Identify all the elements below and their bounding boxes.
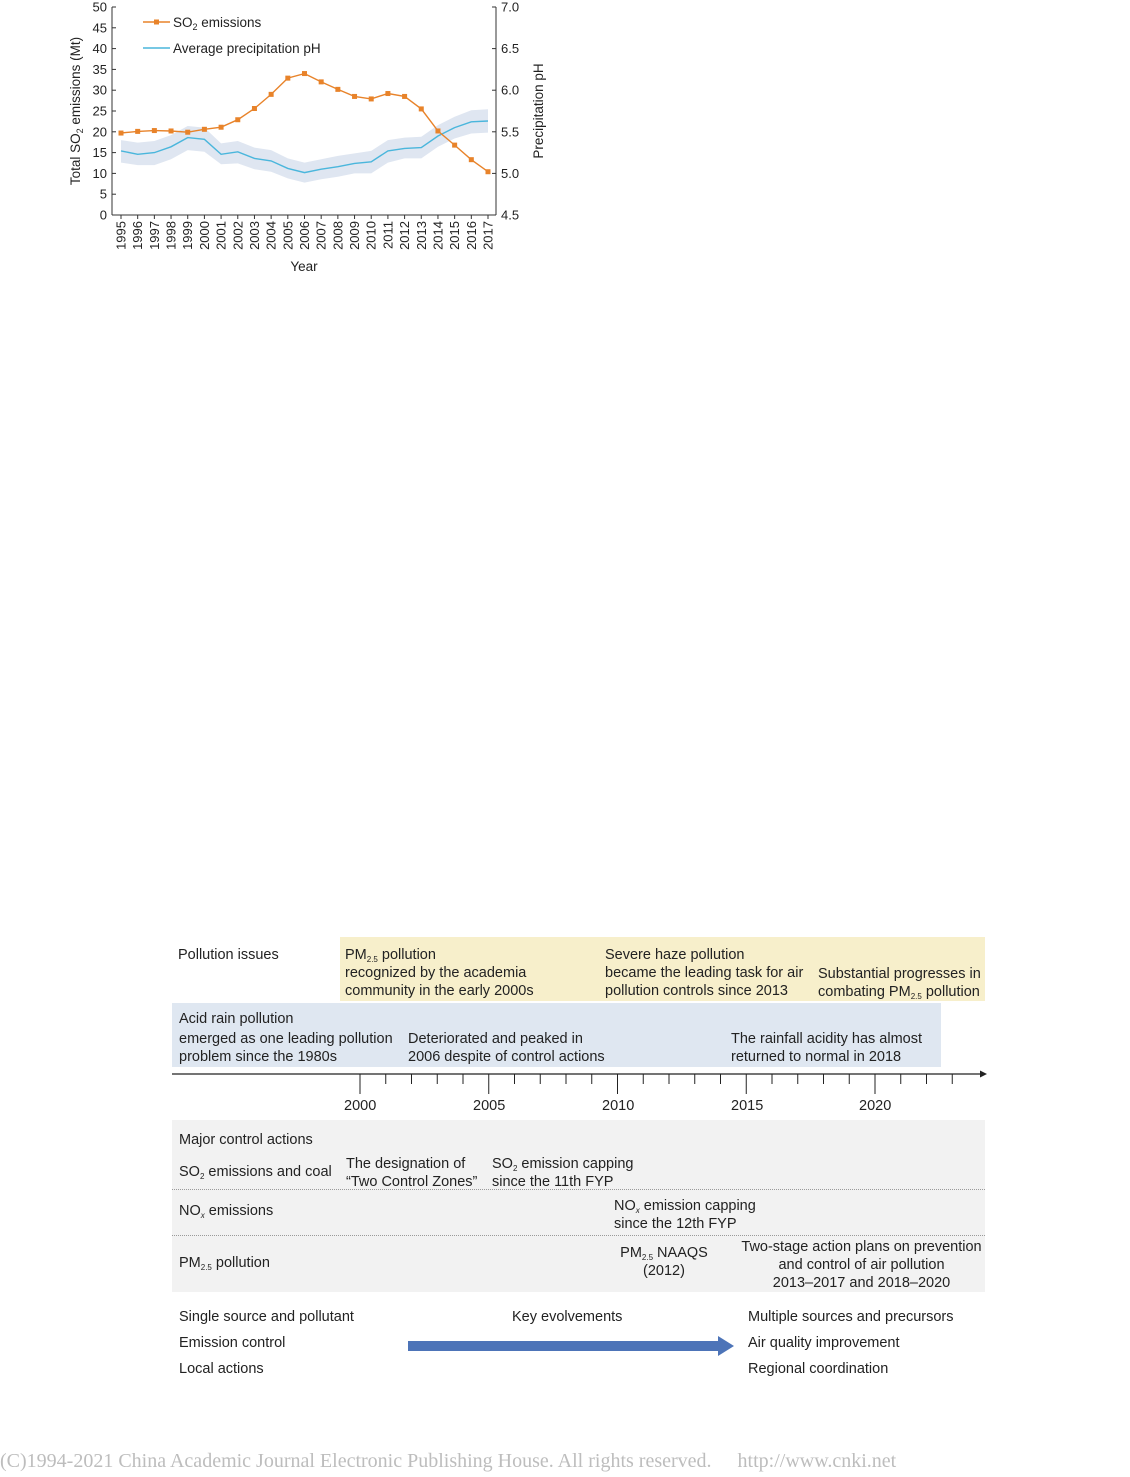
axis-year-2020: 2020 — [859, 1098, 892, 1114]
evolution-right-3: Regional coordination — [748, 1361, 889, 1377]
nox-row-label: $NO_x$ emissions — [179, 1203, 274, 1220]
row-divider-2 — [172, 1235, 985, 1236]
ph-confidence-band — [121, 109, 488, 182]
pm25-recognized-text: $PM_{2.5}$ pollution recognized by the academia community in the early 2000s — [345, 947, 534, 999]
legend-so2-swatch-marker — [154, 20, 159, 25]
evolution-left-2: Emission control — [179, 1335, 286, 1351]
right-tick-label: 5.5 — [501, 124, 520, 140]
evolution-arrow — [408, 1335, 736, 1357]
so2-data-point — [119, 131, 124, 136]
evolution-left-1: Single source and pollutant — [179, 1309, 354, 1325]
x-tick-label: 2014 — [430, 221, 446, 250]
severe-haze-text: Severe haze pollution became the leading task for air pollution controls since 2013 — [605, 947, 804, 999]
pollution-issues-label: Pollution issues — [178, 947, 279, 963]
pm25-row-label: $PM_{2.5}$ pollution — [179, 1255, 270, 1272]
pm25-naaqs-text: $PM_{2.5}$ NAAQS (2012) — [620, 1245, 708, 1279]
right-tick-label: 6.0 — [501, 82, 520, 98]
x-tick-label: 2002 — [230, 221, 246, 250]
so2-data-point — [252, 106, 257, 111]
x-tick-label: 2006 — [297, 221, 312, 250]
right-tick-label: 4.5 — [501, 207, 520, 223]
x-tick-label: 2011 — [380, 221, 396, 249]
legend-so2-label: $SO_2$ emissions — [173, 15, 262, 32]
substantial-progress-text: Substantial progresses in combating $PM_{2.5}$ pollution — [818, 966, 981, 1001]
x-tick-label: 2017 — [480, 221, 496, 250]
x-tick-label: 1997 — [146, 221, 162, 250]
chart-legend — [143, 15, 321, 56]
left-axis-title: Total $SO_2$ emissions (Mt) — [68, 36, 85, 186]
left-tick-label: 10 — [92, 165, 107, 181]
so2-data-point — [486, 169, 491, 174]
x-axis-title: Year — [290, 259, 318, 274]
left-tick-label: 15 — [92, 145, 107, 161]
ph-band-area — [121, 109, 488, 182]
so2-data-point — [202, 127, 207, 132]
so2-data-point — [385, 91, 390, 96]
left-tick-label: 20 — [92, 124, 107, 140]
legend-ph-label: Average precipitation pH — [173, 41, 321, 56]
so2-data-point — [369, 96, 374, 101]
x-tick-label: 2010 — [363, 221, 379, 250]
left-tick-label: 50 — [92, 0, 107, 15]
rainfall-acidity-text: The rainfall acidity has almost returned to normal in 2018 — [731, 1031, 922, 1065]
so2-data-point — [319, 79, 324, 84]
x-tick-label: 2004 — [263, 221, 279, 250]
two-control-zones-text: The designation of “Two Control Zones” — [346, 1156, 478, 1190]
major-actions-label: Major control actions — [179, 1132, 313, 1148]
key-evolvements-label: Key evolvements — [512, 1309, 623, 1325]
so2-data-point — [285, 76, 290, 81]
evolution-right-2: Air quality improvement — [748, 1335, 900, 1351]
x-tick-label: 2013 — [413, 221, 429, 250]
so2-data-point — [435, 128, 440, 133]
so2-data-point — [419, 106, 424, 111]
evolution-left-3: Local actions — [179, 1361, 264, 1377]
left-tick-label: 5 — [99, 186, 107, 202]
left-tick-label: 45 — [92, 20, 107, 36]
so2-data-point — [402, 94, 407, 99]
so2-data-point — [185, 130, 190, 135]
so2-data-point — [135, 129, 140, 134]
so2-data-point — [469, 157, 474, 162]
deteriorated-text: Deteriorated and peaked in 2006 despite of control actions — [408, 1031, 605, 1065]
cnki-url: http://www.cnki.net — [737, 1450, 897, 1472]
nox-capping-text: $NO_x$ emission capping since the 12th FYP — [614, 1198, 756, 1232]
so2-series-line — [121, 74, 488, 172]
left-tick-label: 35 — [92, 61, 107, 77]
copyright-footer — [0, 1450, 1130, 1473]
x-tick-label: 2009 — [347, 221, 363, 250]
so2-ph-chart — [0, 0, 560, 290]
x-tick-label: 2001 — [213, 221, 229, 250]
so2-capping-text: $SO_2$ emission capping since the 11th FYP — [492, 1156, 634, 1190]
x-tick-label: 2008 — [330, 221, 346, 250]
so2-data-point — [335, 87, 340, 92]
x-tick-label: 2016 — [463, 221, 479, 250]
x-tick-label: 1995 — [113, 221, 129, 250]
left-tick-label: 40 — [92, 41, 107, 57]
so2-data-point — [235, 117, 240, 122]
so2-data-point — [352, 94, 357, 99]
x-tick-label: 1998 — [163, 221, 179, 250]
so2-data-point — [169, 128, 174, 133]
acid-rain-text: Acid rain pollution emerged as one leading pollution problem since the 1980s — [179, 1011, 393, 1065]
copyright-text: (C)1994-2021 China Academic Journal Electronic Publishing House. All rights reserved. — [0, 1450, 712, 1472]
so2-data-point — [152, 128, 157, 133]
x-tick-label: 2007 — [313, 221, 329, 250]
so2-data-point — [269, 92, 274, 97]
right-tick-label: 7.0 — [501, 0, 520, 15]
x-tick-label: 2000 — [196, 221, 212, 250]
timeline-axis-arrowhead — [980, 1071, 987, 1078]
x-tick-label: 2005 — [280, 221, 296, 250]
axis-year-2015: 2015 — [731, 1098, 764, 1114]
right-axis-title: Precipitation pH — [531, 63, 546, 159]
left-tick-label: 25 — [92, 103, 107, 119]
right-tick-label: 6.5 — [501, 41, 520, 57]
axis-year-2010: 2010 — [602, 1098, 635, 1114]
so2-data-point — [302, 71, 307, 76]
axis-year-2000: 2000 — [344, 1098, 377, 1114]
left-tick-label: 30 — [92, 82, 107, 98]
evolution-right-1: Multiple sources and precursors — [748, 1309, 954, 1325]
x-tick-label: 1996 — [130, 221, 146, 250]
x-tick-label: 2015 — [447, 221, 463, 250]
so2-data-point — [219, 125, 224, 130]
axis-year-2005: 2005 — [473, 1098, 506, 1114]
action-plans-text: Two-stage action plans on prevention and control of air pollution 2013–2017 and 2018–2020 — [741, 1239, 982, 1291]
left-tick-label: 0 — [99, 207, 107, 223]
x-tick-label: 2012 — [397, 221, 413, 250]
so2-row-label: $SO_2$ emissions and coal — [179, 1164, 332, 1181]
x-tick-label: 2003 — [246, 221, 262, 250]
right-tick-label: 5.0 — [501, 165, 520, 181]
so2-data-point — [452, 143, 457, 148]
x-tick-label: 1999 — [180, 221, 196, 250]
chart-series — [119, 71, 491, 174]
